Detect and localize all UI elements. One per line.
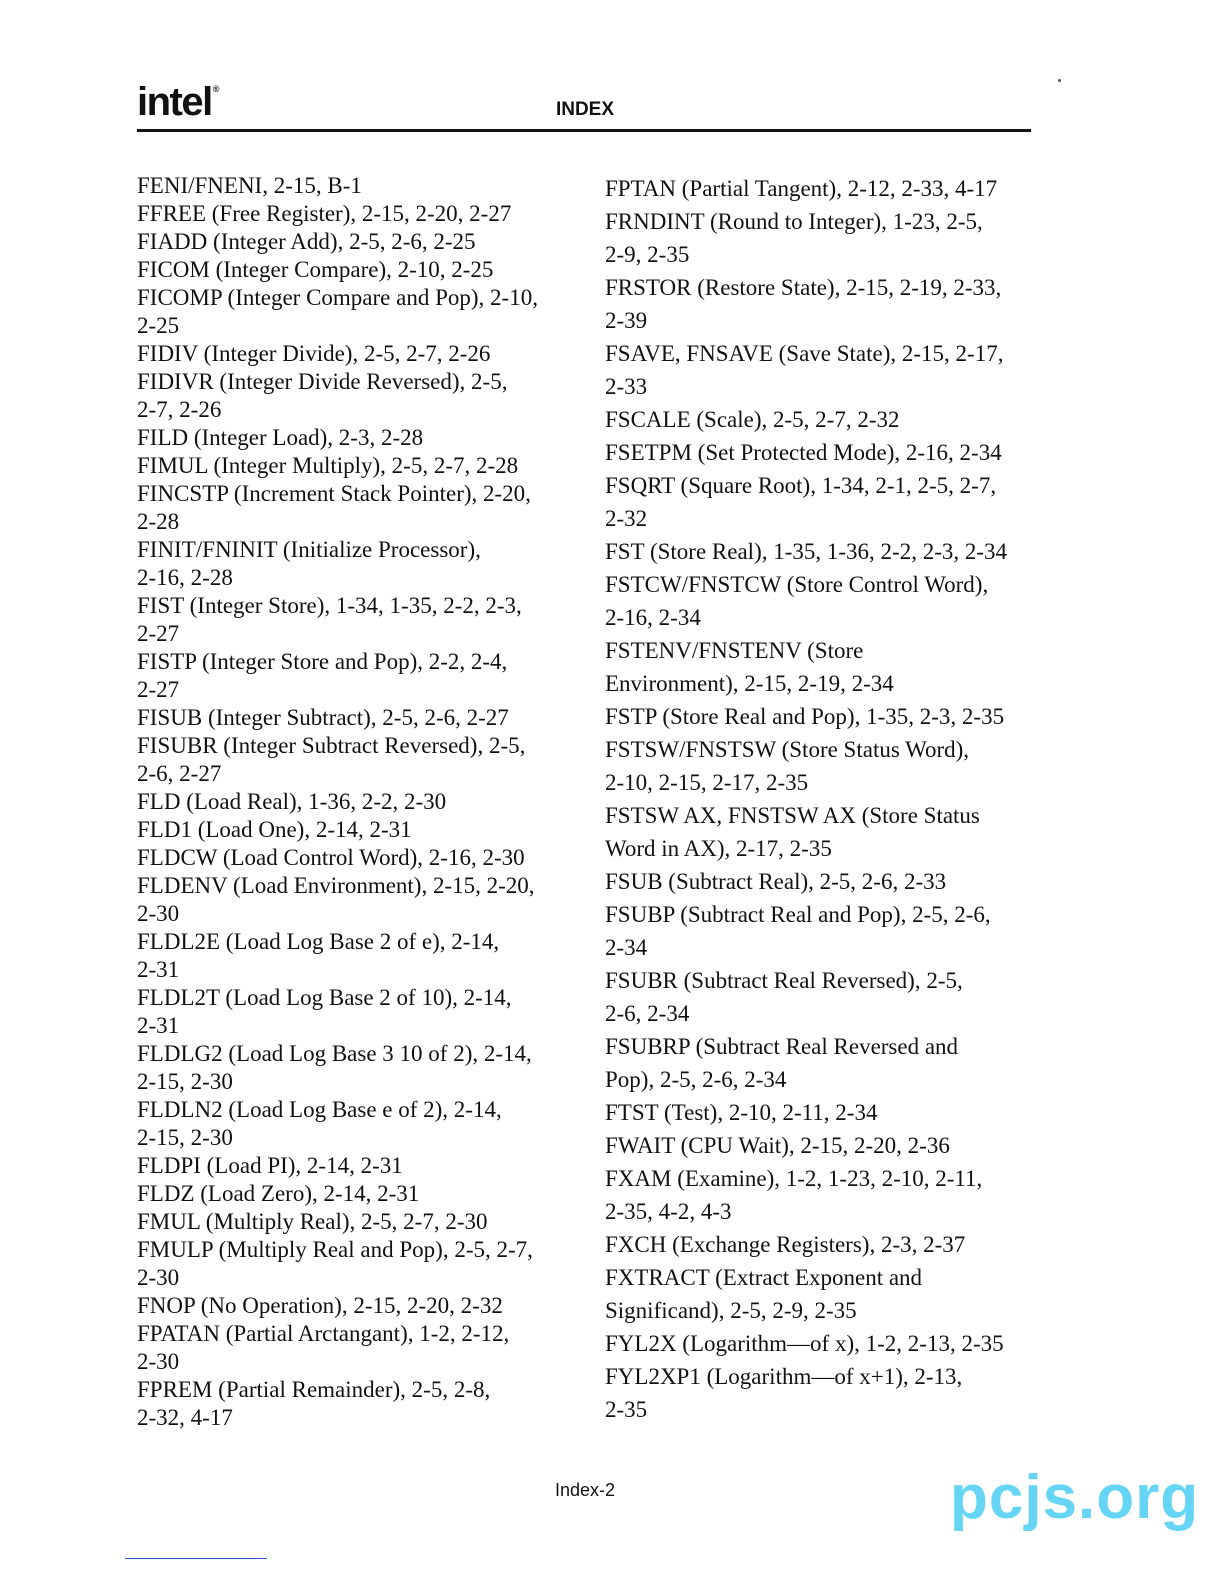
- index-entry: [137, 424, 587, 452]
- index-entry-text: FILD (Integer Load), 2-3, 2-28: [137, 425, 424, 450]
- index-entry: [137, 1152, 587, 1180]
- page-number: Index-2: [554, 1480, 616, 1500]
- index-entry-text: FXCH (Exchange Registers), 2-3, 2-37: [605, 1232, 966, 1257]
- index-entry-continuation: 2-10, 2-15, 2-17, 2-35: [605, 770, 809, 795]
- index-entry-text: FSTSW/FNSTSW (Store Status Word),: [605, 737, 970, 762]
- index-entry-continuation: 2-28: [137, 509, 180, 534]
- index-entry-text: FIST (Integer Store), 1-34, 1-35, 2-2, 2-3,: [137, 593, 522, 618]
- index-entry: [605, 865, 1045, 898]
- index-entry-text: FLDLN2 (Load Log Base e of 2), 2-14,: [137, 1097, 502, 1122]
- index-entry-text: FXTRACT (Extract Exponent and: [605, 1265, 923, 1290]
- index-entry-text: FPREM (Partial Remainder), 2-5, 2-8,: [137, 1377, 491, 1402]
- index-entry: [605, 898, 1045, 964]
- index-entry: [605, 535, 1045, 568]
- index-entry-text: FENI/FNENI, 2-15, B-1: [137, 173, 362, 198]
- index-entry-text: FNOP (No Operation), 2-15, 2-20, 2-32: [137, 1293, 503, 1318]
- index-entry: [605, 568, 1045, 634]
- index-entry: [605, 634, 1045, 700]
- index-entry-continuation: 2-31: [137, 1013, 180, 1038]
- index-entry-text: FSTSW AX, FNSTSW AX (Store Status: [605, 803, 980, 828]
- index-entry-continuation: 2-16, 2-28: [137, 565, 233, 590]
- index-entry-text: FMULP (Multiply Real and Pop), 2-5, 2-7,: [137, 1237, 533, 1262]
- index-entry: [137, 732, 587, 788]
- index-entry-continuation: 2-15, 2-30: [137, 1125, 233, 1150]
- index-entry: [605, 1327, 1045, 1360]
- index-entry: [137, 816, 587, 844]
- index-entry-text: FSTCW/FNSTCW (Store Control Word),: [605, 572, 989, 597]
- index-entry-continuation: 2-15, 2-30: [137, 1069, 233, 1094]
- index-column-left: [137, 172, 587, 1432]
- index-entry: [137, 452, 587, 480]
- index-entry-continuation: Environment), 2-15, 2-19, 2-34: [605, 671, 894, 696]
- index-entry: [605, 1129, 1045, 1162]
- index-entry: [137, 872, 587, 928]
- index-entry: [137, 284, 587, 340]
- index-entry-text: FFREE (Free Register), 2-15, 2-20, 2-27: [137, 201, 512, 226]
- scan-speck: [1058, 79, 1061, 82]
- index-entry-text: FINIT/FNINIT (Initialize Processor),: [137, 537, 481, 562]
- index-entry-text: FICOMP (Integer Compare and Pop), 2-10,: [137, 285, 538, 310]
- index-entry-continuation: 2-27: [137, 621, 180, 646]
- index-column-right: [605, 172, 1045, 1426]
- index-entry-text: FSUBR (Subtract Real Reversed), 2-5,: [605, 968, 963, 993]
- index-entry-text: FPATAN (Partial Arctangant), 1-2, 2-12,: [137, 1321, 510, 1346]
- index-entry: [137, 648, 587, 704]
- index-entry-continuation: 2-34: [605, 935, 648, 960]
- index-entry: [137, 1180, 587, 1208]
- index-entry-continuation: Significand), 2-5, 2-9, 2-35: [605, 1298, 857, 1323]
- index-entry-text: FSAVE, FNSAVE (Save State), 2-15, 2-17,: [605, 341, 1004, 366]
- index-entry-text: FSUBRP (Subtract Real Reversed and: [605, 1034, 959, 1059]
- index-entry: [605, 1096, 1045, 1129]
- index-entry: [137, 1376, 587, 1432]
- index-entry: [137, 256, 587, 284]
- index-entry-text: FSQRT (Square Root), 1-34, 2-1, 2-5, 2-7,: [605, 473, 997, 498]
- index-entry: [605, 1360, 1045, 1426]
- index-entry-text: FICOM (Integer Compare), 2-10, 2-25: [137, 257, 494, 282]
- index-entry: [605, 337, 1045, 403]
- index-entry-text: FTST (Test), 2-10, 2-11, 2-34: [605, 1100, 878, 1125]
- index-entry-continuation: 2-6, 2-27: [137, 761, 222, 786]
- index-entry-continuation: Pop), 2-5, 2-6, 2-34: [605, 1067, 787, 1092]
- index-entry: [137, 844, 587, 872]
- index-entry-continuation: 2-16, 2-34: [605, 605, 701, 630]
- index-entry: [137, 1320, 587, 1376]
- page-header-title: INDEX: [555, 99, 615, 120]
- index-entry: [605, 403, 1045, 436]
- intel-logo: intel®: [137, 80, 218, 124]
- index-entry-continuation: 2-27: [137, 677, 180, 702]
- registered-mark: ®: [212, 84, 218, 94]
- index-entry: [137, 228, 587, 256]
- index-entry: [137, 1292, 587, 1320]
- index-entry-text: FLD (Load Real), 1-36, 2-2, 2-30: [137, 789, 447, 814]
- index-entry-text: FLDL2E (Load Log Base 2 of e), 2-14,: [137, 929, 500, 954]
- index-entry: [137, 480, 587, 536]
- index-entry-continuation: 2-30: [137, 1265, 180, 1290]
- index-entry-text: FMUL (Multiply Real), 2-5, 2-7, 2-30: [137, 1209, 488, 1234]
- index-entry: [137, 788, 587, 816]
- index-entry-text: FSUBP (Subtract Real and Pop), 2-5, 2-6,: [605, 902, 991, 927]
- index-entry: [137, 1096, 587, 1152]
- index-entry-continuation: 2-9, 2-35: [605, 242, 690, 267]
- index-entry-text: FISUBR (Integer Subtract Reversed), 2-5,: [137, 733, 526, 758]
- index-entry-text: FIADD (Integer Add), 2-5, 2-6, 2-25: [137, 229, 476, 254]
- index-entry-text: FYL2XP1 (Logarithm—of x+1), 2-13,: [605, 1364, 963, 1389]
- index-entry: [137, 1040, 587, 1096]
- index-entry-text: FRSTOR (Restore State), 2-15, 2-19, 2-33,: [605, 275, 1002, 300]
- index-entry-text: FIDIV (Integer Divide), 2-5, 2-7, 2-26: [137, 341, 491, 366]
- index-entry-continuation: 2-35: [605, 1397, 648, 1422]
- index-entry: [605, 469, 1045, 535]
- index-entry: [605, 1261, 1045, 1327]
- index-entry: [605, 271, 1045, 337]
- index-entry-text: FLDCW (Load Control Word), 2-16, 2-30: [137, 845, 525, 870]
- index-entry-text: FSTENV/FNSTENV (Store: [605, 638, 864, 663]
- index-entry-continuation: Word in AX), 2-17, 2-35: [605, 836, 832, 861]
- index-entry: [137, 368, 587, 424]
- index-entry-text: FISTP (Integer Store and Pop), 2-2, 2-4,: [137, 649, 508, 674]
- index-entry-text: FSETPM (Set Protected Mode), 2-16, 2-34: [605, 440, 1002, 465]
- index-entry: [137, 592, 587, 648]
- index-entry: [137, 1208, 587, 1236]
- index-entry-text: FSTP (Store Real and Pop), 1-35, 2-3, 2-35: [605, 704, 1005, 729]
- index-entry-continuation: 2-30: [137, 1349, 180, 1374]
- index-entry: [137, 200, 587, 228]
- index-entry: [605, 436, 1045, 469]
- index-entry-text: FLDL2T (Load Log Base 2 of 10), 2-14,: [137, 985, 512, 1010]
- index-entry: [137, 984, 587, 1040]
- index-entry: [137, 928, 587, 984]
- index-entry: [605, 799, 1045, 865]
- watermark: pcjs.org: [950, 1463, 1200, 1532]
- index-entry: [605, 1162, 1045, 1228]
- index-entry-text: FST (Store Real), 1-35, 1-36, 2-2, 2-3, 2-34: [605, 539, 1008, 564]
- index-entry-text: FWAIT (CPU Wait), 2-15, 2-20, 2-36: [605, 1133, 950, 1158]
- index-entry: [605, 733, 1045, 799]
- index-entry-continuation: 2-31: [137, 957, 180, 982]
- index-entry: [605, 205, 1045, 271]
- index-entry-text: FIMUL (Integer Multiply), 2-5, 2-7, 2-28: [137, 453, 519, 478]
- index-entry-continuation: 2-32: [605, 506, 648, 531]
- index-entry: [137, 1236, 587, 1292]
- index-entry-text: FXAM (Examine), 1-2, 1-23, 2-10, 2-11,: [605, 1166, 983, 1191]
- index-entry-text: FLD1 (Load One), 2-14, 2-31: [137, 817, 412, 842]
- index-entry-continuation: 2-39: [605, 308, 648, 333]
- index-entry: [605, 1228, 1045, 1261]
- index-entry-continuation: 2-7, 2-26: [137, 397, 222, 422]
- index-entry-text: FLDLG2 (Load Log Base 3 10 of 2), 2-14,: [137, 1041, 532, 1066]
- index-entry-text: FYL2X (Logarithm—of x), 1-2, 2-13, 2-35: [605, 1331, 1004, 1356]
- index-entry-text: FRNDINT (Round to Integer), 1-23, 2-5,: [605, 209, 983, 234]
- index-entry-continuation: 2-33: [605, 374, 648, 399]
- index-entry: [137, 340, 587, 368]
- index-entry: [605, 700, 1045, 733]
- index-entry: [605, 172, 1045, 205]
- index-entry-continuation: 2-32, 4-17: [137, 1405, 233, 1430]
- index-entry-continuation: 2-30: [137, 901, 180, 926]
- index-entry-text: FSCALE (Scale), 2-5, 2-7, 2-32: [605, 407, 900, 432]
- index-entry-text: FIDIVR (Integer Divide Reversed), 2-5,: [137, 369, 508, 394]
- index-entry-text: FPTAN (Partial Tangent), 2-12, 2-33, 4-17: [605, 176, 998, 201]
- index-entry-continuation: 2-6, 2-34: [605, 1001, 690, 1026]
- index-entry-text: FINCSTP (Increment Stack Pointer), 2-20,: [137, 481, 531, 506]
- index-entry: [137, 704, 587, 732]
- index-entry: [605, 1030, 1045, 1096]
- index-entry: [605, 964, 1045, 1030]
- index-entry-text: FLDENV (Load Environment), 2-15, 2-20,: [137, 873, 535, 898]
- index-entry-text: FLDPI (Load PI), 2-14, 2-31: [137, 1153, 403, 1178]
- header-rule: [137, 129, 1031, 132]
- bottom-link-line: [125, 1558, 267, 1559]
- index-entry: [137, 172, 587, 200]
- index-entry: [137, 536, 587, 592]
- index-entry-text: FISUB (Integer Subtract), 2-5, 2-6, 2-27: [137, 705, 509, 730]
- index-entry-continuation: 2-35, 4-2, 4-3: [605, 1199, 732, 1224]
- index-entry-text: FLDZ (Load Zero), 2-14, 2-31: [137, 1181, 420, 1206]
- index-entry-text: FSUB (Subtract Real), 2-5, 2-6, 2-33: [605, 869, 947, 894]
- index-entry-continuation: 2-25: [137, 313, 180, 338]
